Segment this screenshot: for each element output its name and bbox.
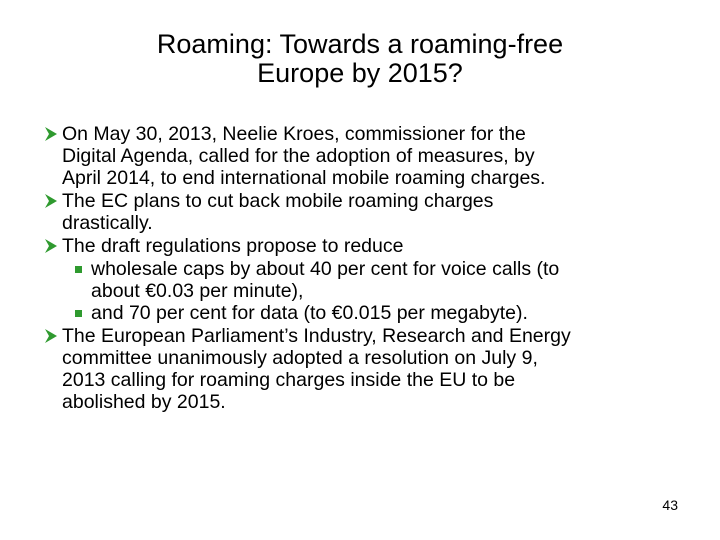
- title-line-1: Roaming: Towards a roaming-free: [156, 29, 564, 59]
- bullet-list: [46, 123, 706, 414]
- square-bullet-icon: [75, 310, 82, 317]
- arrow-bullet-icon: [44, 126, 58, 142]
- sub-bullet-text-line: about €0.03 per minute),: [91, 280, 304, 302]
- bullet-text-line: The EC plans to cut back mobile roaming charges: [62, 190, 494, 212]
- bullet-item: [46, 123, 706, 189]
- square-bullet-icon: [75, 266, 82, 273]
- sub-bullet-item: [46, 302, 706, 324]
- sub-bullet-item: [46, 258, 706, 302]
- title-line-2: Europe by 2015?: [257, 58, 463, 88]
- page-number: 43: [662, 497, 678, 513]
- slide-title: [60, 30, 660, 88]
- bullet-text-line: The draft regulations propose to reduce: [62, 235, 404, 257]
- bullet-text-line: abolished by 2015.: [62, 391, 226, 413]
- bullet-text-line: On May 30, 2013, Neelie Kroes, commissioner for the: [62, 123, 526, 145]
- bullet-item: [46, 325, 706, 413]
- sub-bullet-text-line: and 70 per cent for data (to €0.015 per megabyte).: [91, 302, 528, 324]
- bullet-text-line: committee unanimously adopted a resolution on July 9,: [62, 347, 538, 369]
- sub-bullet-text-line: wholesale caps by about 40 per cent for voice calls (to: [91, 258, 560, 280]
- bullet-text-line: drastically.: [62, 212, 153, 234]
- bullet-text-line: Digital Agenda, called for the adoption of measures, by: [62, 145, 535, 167]
- bullet-item: [46, 190, 706, 234]
- bullet-text-line: April 2014, to end international mobile roaming charges.: [62, 167, 546, 189]
- bullet-text-line: The European Parliament’s Industry, Research and Energy: [62, 325, 571, 347]
- arrow-bullet-icon: [44, 193, 58, 209]
- bullet-text-line: 2013 calling for roaming charges inside the EU to be: [62, 369, 516, 391]
- arrow-bullet-icon: [44, 238, 58, 254]
- bullet-item: [46, 235, 706, 257]
- arrow-bullet-icon: [44, 328, 58, 344]
